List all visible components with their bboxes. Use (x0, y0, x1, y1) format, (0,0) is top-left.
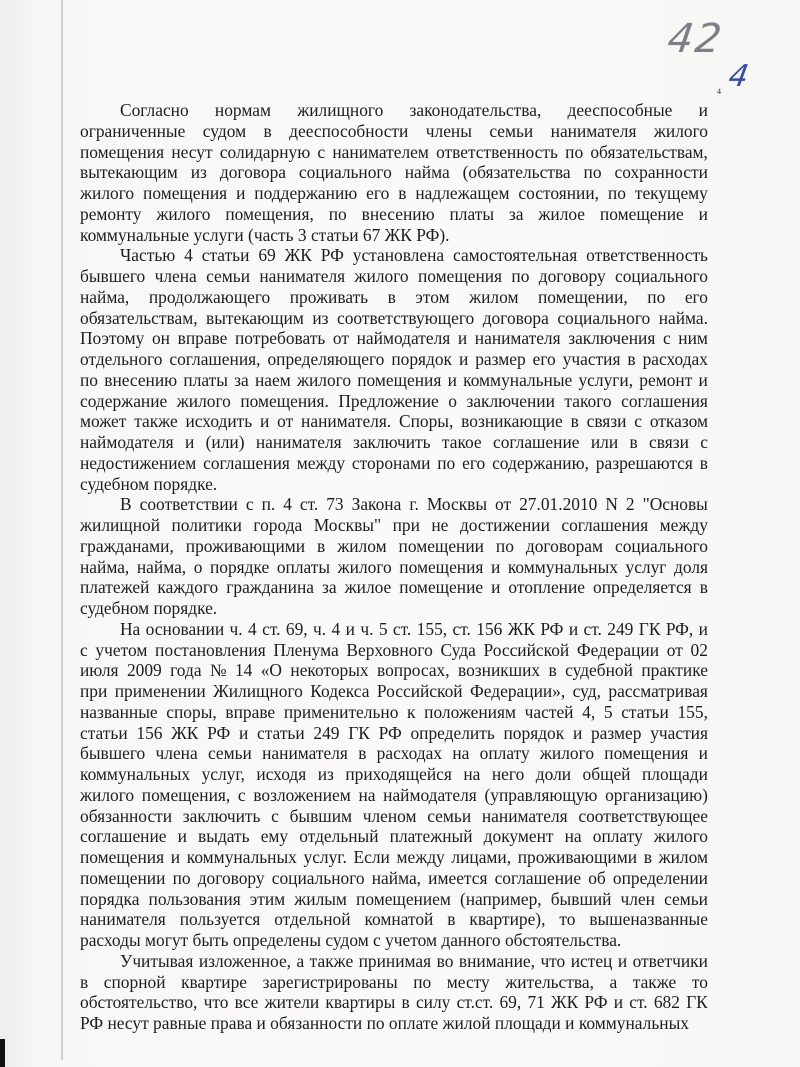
scan-edge-line (61, 0, 63, 1060)
text-line: РФ несут равные права и обязанности по оплате жилой площади и коммунальных (80, 1013, 689, 1033)
scan-corner-shadow (0, 1039, 5, 1067)
text-line: Согласно нормам жилищного законодательства, дееспособные и (120, 100, 708, 120)
printed-page-number: 4 (717, 87, 721, 96)
text-line: по внесению платы за наем жилого помещения и коммунальные услуги, ремонт и (80, 369, 708, 390)
text-line: помещении по договору социального найма, имеется соглашение об определении (80, 867, 708, 888)
text-line: вытекающим из договора социального найма (обязательства по сохранности (80, 162, 708, 183)
text-line: платежей каждого гражданина за жилое помещение и отопление определяется в (80, 577, 708, 598)
paragraph (80, 494, 708, 619)
handwritten-page-mark: 4 (725, 59, 752, 94)
document-body (80, 100, 708, 1034)
text-line: недостижением соглашения между сторонами по его содержанию, разрешаются в (80, 452, 708, 473)
text-line: порядка пользования этим жилым помещением (например, бывший член семьи (80, 888, 708, 909)
text-line: может также исходить и от нанимателя. Споры, возникающие в связи с отказом (80, 411, 708, 432)
text-line: бывшего члена семьи нанимателя жилого помещения по договору социального (80, 266, 708, 286)
text-line: содержание жилого помещения. Предложение о заключении такого соглашения (80, 390, 708, 411)
text-line: обстоятельство, что все жители квартиры в силу ст.ст. 69, 71 ЖК РФ и ст. 682 ГК (80, 992, 708, 1013)
text-line: статьи 156 ЖК РФ и статьи 249 ГК РФ определить порядок и размер участия (80, 722, 708, 743)
text-line: в спорной квартире зарегистрированы по месту жительства, а также то (80, 971, 708, 992)
text-line: На основании ч. 4 ст. 69, ч. 4 и ч. 5 ст. 155, ст. 156 ЖК РФ и ст. 249 ГК РФ, и (120, 618, 708, 639)
text-line: бывшего члена семьи нанимателя в расходах на оплату жилого помещения и (80, 743, 708, 764)
text-line: расходы могут быть определены судом с учетом данного обстоятельства. (80, 930, 622, 950)
paragraph (80, 100, 708, 245)
paragraph (80, 245, 708, 494)
text-line: найма, продолжающего проживать в этом жилом помещении, по его (80, 286, 708, 307)
paragraph (80, 951, 708, 1034)
text-line: ремонту жилого помещения, по внесению платы за жилое помещение и (80, 203, 708, 224)
handwritten-sheet-number: 42 (664, 16, 727, 62)
text-line: с учетом постановления Пленума Верховного Суда Российской Федерации от 02 (80, 639, 708, 660)
text-line: обязательствам, вытекающим из соответствующего договора социального найма. (80, 307, 708, 328)
text-line: жилого помещения и поддержанию его в надлежащем состоянии, по текущему (80, 183, 708, 203)
text-line: В соответствии с п. 4 ст. 73 Закона г. Москвы от 27.01.2010 N 2 "Основы (120, 494, 708, 515)
text-line: Учитывая изложенное, а также принимая во внимание, что истец и ответчики (120, 950, 708, 971)
text-line: найма, найма, о порядке оплаты жилого помещения и коммунальных услуг доля (80, 556, 708, 577)
text-line: судебном порядке. (80, 598, 218, 618)
text-line: гражданами, проживающими в жилом помещении по договорам социального (80, 535, 708, 556)
text-line: Частью 4 статьи 69 ЖК РФ установлена самостоятельная ответственность (120, 245, 708, 266)
text-line: коммунальные услуги (часть 3 статьи 67 ЖК РФ). (80, 224, 450, 245)
text-line: отдельного соглашения, определяющего порядок и размер его участия в расходах (80, 349, 708, 369)
paragraph (80, 619, 708, 951)
text-line: коммунальных услуг, исходя из приходящейся на него доли общей площади (80, 764, 708, 784)
text-line: при применении Жилищного Кодекса Российской Федерации», суд, рассматривая (80, 681, 708, 701)
text-line: жилищной политики города Москвы" при не достижении соглашения между (80, 515, 708, 535)
text-line: обязанности заключить с бывшим членом семьи нанимателя соответствующее (80, 805, 708, 826)
text-line: Поэтому он вправе потребовать от наймодателя и нанимателя заключения с ним (80, 328, 708, 349)
text-line: соглашение и выдать ему отдельный платежный документ на оплату жилого (80, 826, 708, 847)
text-line: названные споры, вправе применительно к положениям частей 4, 5 статьи 155, (80, 701, 708, 722)
text-line: наймодателя и (или) нанимателя заключить такое соглашение или в связи с (80, 432, 708, 452)
text-line: помещения и коммунальных услуг. Если между лицами, проживающими в жилом (80, 847, 708, 867)
text-line: нанимателя пользуется отдельной комнатой в квартире), то вышеназванные (80, 909, 708, 930)
text-line: жилого помещения, с возложением на наймодателя (управляющую организацию) (80, 784, 708, 805)
text-line: ограниченные судом в дееспособности члены семьи нанимателя жилого (80, 120, 708, 141)
text-line: судебном порядке. (80, 473, 218, 494)
text-line: помещения несут солидарную с нанимателем ответственность по обязательствам, (80, 141, 708, 162)
text-line: июля 2009 года № 14 «О некоторых вопросах, возникших в судебной практике (80, 660, 708, 681)
